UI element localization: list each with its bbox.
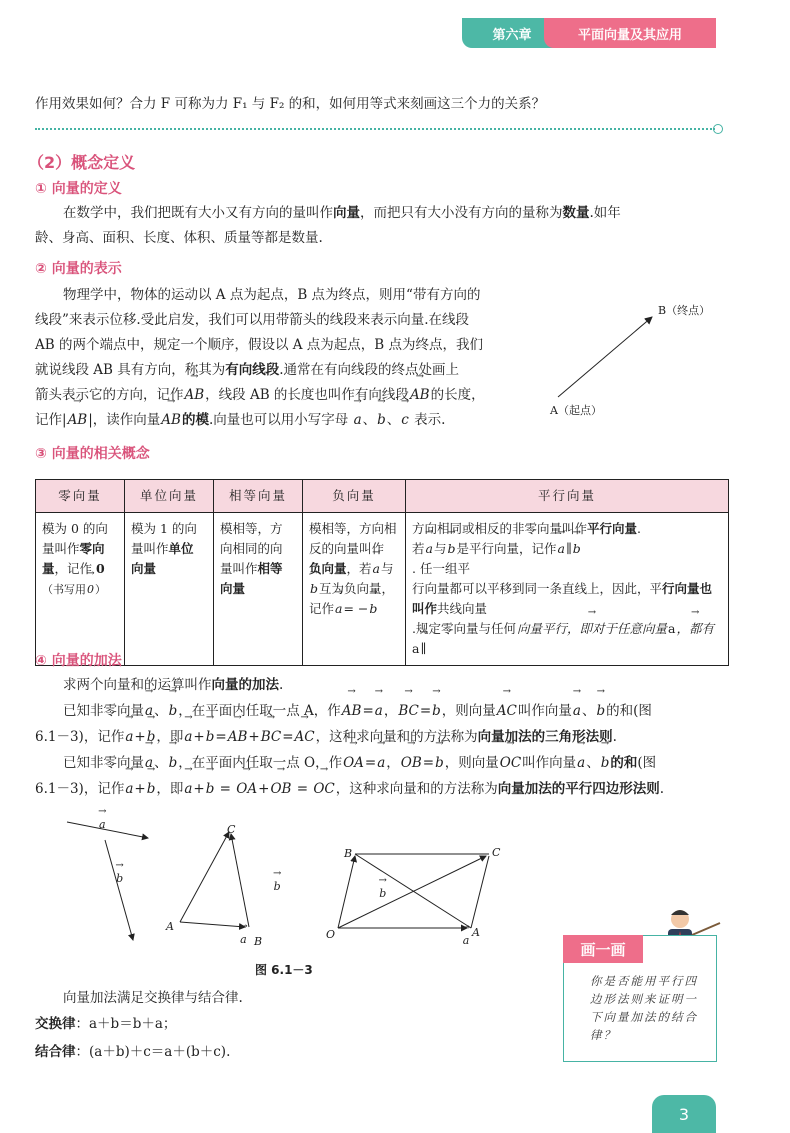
cell-zero: 模为 0 的向 量叫作零向 量，记作 0 （书写用→ 0） bbox=[36, 513, 125, 666]
fig-label-a-pt2: A bbox=[472, 926, 480, 939]
fig-label-b-pt2: B bbox=[344, 847, 353, 860]
fig-label-b1: → b bbox=[115, 872, 124, 885]
segment-ab bbox=[558, 317, 652, 397]
rep-title: ② 向量的表示 bbox=[35, 261, 122, 277]
concept-table bbox=[35, 479, 729, 666]
fig-label-a1: → a bbox=[98, 818, 107, 831]
def-paragraph: 在数学中，我们把既有大小又有方向的量叫作向量，而把只有大小没有方向的量称为数量.如年 龄、身高、面积、长度、体积、质量等都是数量. bbox=[35, 205, 621, 246]
section-title: （2）概念定义 bbox=[28, 153, 136, 172]
add-p3: 已知非零向量→ a、→ b，在平面内任取一点 O，作→ OA=→ a，→ OB=→ b，则向量→ OC叫作向量→ a、→ b的和(图 6.1－3)，记作→ a+→ b，即→ a+→ b = → OA+→ OB = → OC，这种求向量和的方法称为向量加法的平行四边形法则. bbox=[35, 750, 755, 802]
th-zero: 零向量 bbox=[36, 480, 125, 513]
fig-label-b-pt1: B bbox=[254, 935, 263, 948]
cell-equal: 模相等，方 向相同的向 量叫作相等 向量 bbox=[214, 513, 303, 666]
callout-title: 画一画 bbox=[580, 940, 626, 959]
page-number: 3 bbox=[678, 1104, 690, 1124]
callout-text: 你是否能用平行四边形法则来证明一下向量加法的结合律？ bbox=[590, 974, 698, 1042]
th-parallel: 平行向量 bbox=[406, 480, 729, 513]
fig-label-c1: C bbox=[227, 823, 236, 836]
fig-label-b2: → b bbox=[273, 880, 282, 893]
tri-ab bbox=[180, 922, 245, 927]
figure-6-1-3 bbox=[55, 810, 525, 950]
def-title: ① 向量的定义 bbox=[35, 181, 122, 197]
cell-unit: 模为 1 的向 量叫作单位 向量 bbox=[125, 513, 214, 666]
add-p2: 已知非零向量→ a、→ b，在平面内任取一点 A，作→ AB=→ a，→ BC=→ b，则向量→ AC叫作向量→ a、→ b的和(图 6.1－3)，记作→ a+→ b，即→ a+→ b=→ AB+→ BC=→ AC，这种求向量和的方法称为向量加法的三角形法则. bbox=[35, 698, 755, 750]
para-ba bbox=[355, 854, 471, 928]
callout-title-bar bbox=[563, 935, 643, 963]
label-b-end: B（终点） bbox=[658, 304, 711, 317]
page-number-tab bbox=[652, 1095, 716, 1133]
commutative-law: 交换律：a＋b＝b＋a； bbox=[35, 1016, 177, 1032]
rel-title: ③ 向量的相关概念 bbox=[35, 446, 150, 462]
fig-label-a-pt1: A bbox=[166, 920, 174, 933]
divider-dot bbox=[713, 124, 723, 134]
add-title: ④ 向量的加法 bbox=[35, 653, 122, 669]
tri-bc bbox=[231, 834, 249, 927]
chapter-label: 第六章 bbox=[492, 27, 532, 43]
para-ob bbox=[338, 856, 355, 928]
cell-parallel: 方向相同或相反的非零向量叫作平行向量. 若→ a与→ b是平行向量，记作→ a∥→ b . 任一组平 行向量都可以平移到同一条直线上，因此，平行向量也叫作共线向量 .规定零向量与任何→ 向量平行，即对于任意向量a→ ，都有a→ ∥ bbox=[406, 513, 729, 666]
th-equal: 相等向量 bbox=[214, 480, 303, 513]
th-unit: 单位向量 bbox=[125, 480, 214, 513]
add-p1: 求两个向量和的运算叫作向量的加法. bbox=[63, 677, 284, 693]
figure-caption: 图 6.1－3 bbox=[255, 963, 313, 977]
fig-label-b3: → b bbox=[378, 887, 387, 900]
fig-label-o: O bbox=[326, 928, 336, 941]
section-tab bbox=[544, 18, 716, 48]
fig-label-a2: → a bbox=[239, 933, 248, 946]
laws-intro: 向量加法满足交换律与结合律. bbox=[63, 990, 243, 1006]
th-neg: 负向量 bbox=[303, 480, 406, 513]
dotted-divider bbox=[35, 128, 715, 130]
label-a-start: A（起点） bbox=[550, 404, 602, 417]
associative-law: 结合律：(a＋b)＋c＝a＋(b＋c). bbox=[35, 1044, 231, 1060]
tri-ac bbox=[180, 832, 229, 922]
rep-paragraph: 物理学中，物体的运动以 A 点为起点，B 点为终点，则用“带有方向的 线段”来表示位移.受此启发，我们可以用带箭头的线段来表示向量.在线段 AB 的两个端点中，规定一个顺序，假设以 A 点为起点，B 点为终点，我们 就说线段 AB 具有方向，称其为有向线段.通常在有向线段的终点处画上 箭头表示它的方向，记作→ AB，线段 AB 的长度也叫作有向线段→ AB的长度， 记作|→ AB|，读作向量→ AB的模.向量也可以用小写字母 → a、→ b、→ c 表示. bbox=[35, 283, 555, 433]
vector-b-loose bbox=[105, 840, 133, 940]
vector-a-loose bbox=[67, 822, 148, 838]
cell-neg: 模相等，方向相 反的向量叫作 负向量，若→ a与 → b互为负向量， 记作→ a= −→ b bbox=[303, 513, 406, 666]
fig-label-a3: → a bbox=[462, 934, 471, 947]
fig-label-c2: C bbox=[492, 846, 501, 859]
intro-text: 作用效果如何？合力 F 可称为力 F₁ 与 F₂ 的和，如何用等式来刻画这三个力的关系？ bbox=[35, 96, 546, 112]
para-oc bbox=[338, 856, 486, 928]
para-ac bbox=[471, 856, 489, 928]
section-label: 平面向量及其应用 bbox=[577, 27, 682, 43]
